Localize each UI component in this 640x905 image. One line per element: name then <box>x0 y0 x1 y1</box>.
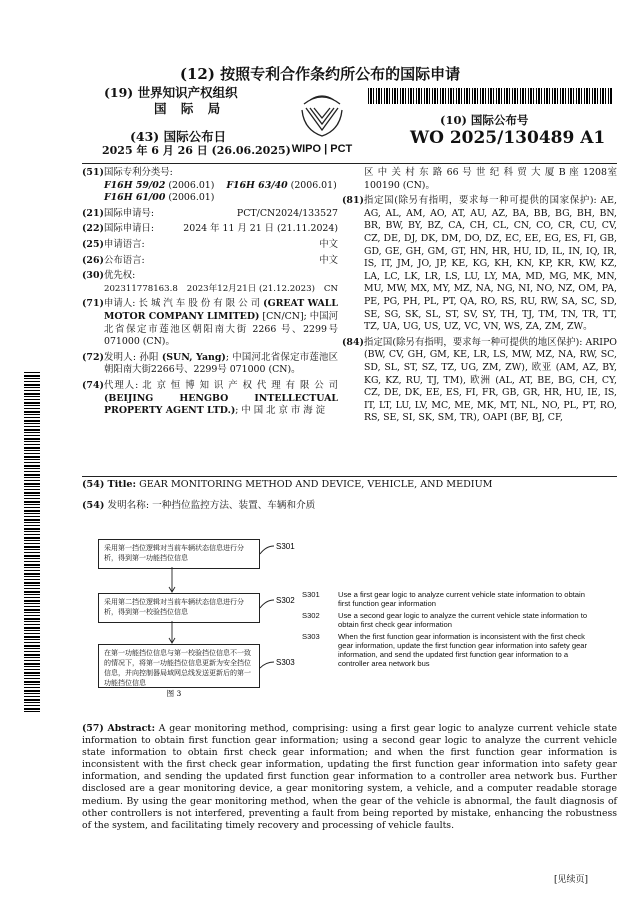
legend-item: S302 Use a second gear logic to analyze the current vehicle state information to obtain first check gear information <box>302 611 588 629</box>
flowchart-connectors <box>90 530 310 710</box>
step-tag-s301: S301 <box>276 542 295 551</box>
bibliographic-left <box>82 167 338 421</box>
bibliographic-right <box>342 167 617 428</box>
pub-number-label: (10) 国际公布号 <box>440 113 529 127</box>
field-72-inventor: (72) 发明人: 孙阳 (SUN, Yang); 中国河北省保定市莲池区朝阳南大街2266号、2299号 071000 (CN)。 <box>82 351 339 376</box>
titles-divider <box>82 476 617 477</box>
field-81-designated-states: (81) 指定国(除另有指明，要求每一种可提供的国家保护): AE, AG, AL, AM, AO, AT, AU, AZ, BA, BB, BG, BH, BN, BR, BW, BY, BZ, CA, CH, CL, CN, CO, CR, CU, CV, CZ, DE, DJ, DK, DM, DO, DZ, EC, EE, EG, ES, FI, GB, GD, GE, GH, GM, GT, HN, HR, HU, ID, IL, IN, IQ, IR, IS, IT, JM, JO, JP, KE, KG, KH, KN, KP, KR, KW, KZ, LA, LC, LK, LR, LS, LU, LY, MA, MD, MG, MK, MN, MU, MW, MX, MY, MZ, NA, NG, NI, NO, NZ, OM, PA, PE, PG, PH, PL, PT, QA, RO, RS, RU, RW, SA, SC, SD, SE, SG, SK, SL, ST, SV, SY, TH, TJ, TM, TN, TR, TT, TZ, UA, UG, US, UZ, VC, VN, WS, ZA, ZM, ZW。 <box>342 195 617 333</box>
flow-box-s303: 在第一功能挡位信息与第一校验挡位信息不一致的情况下，将第一功能挡位信息更新为安全挡位信息，并向控制器局域网总线发送更新后的第一功能挡位信息 <box>98 644 260 688</box>
office-line-2: 国 际 局 <box>154 101 226 116</box>
title-en: (54) Title: GEAR MONITORING METHOD AND DEVICE, VEHICLE, AND MEDIUM <box>82 479 493 490</box>
logo-text: WIPO | PCT <box>291 143 353 155</box>
side-barcode <box>24 372 40 712</box>
field-25: (25) 申请语言: 中文 <box>82 238 338 250</box>
field-84-regional-states: (84) 指定国(除另有指明，要求每一种可提供的地区保护): ARIPO (BW, CV, GH, GM, KE, LR, LS, MW, MZ, NA, RW, SC, SD, SL, ST, SZ, TZ, UG, ZM, ZW), 欧亚 (AM, AZ, BY, KG, KZ, RU, TJ, TM), 欧洲 (AL, AT, BE, BG, CH, CY, CZ, DE, DK, EE, ES, FI, FR, GB, GR, HR, HU, IE, IS, IT, LT, LU, LV, MC, ME, MK, MT, NL, NO, PL, PT, RO, RS, SE, SI, SK, SM, TR), OAPI (BF, BJ, CF, <box>342 336 617 424</box>
field-30: (30) 优先权: 202311778163.8 2023年12月21日 (21.12.2023) CN <box>82 270 338 294</box>
field-26: (26) 公布语言: 中文 <box>82 254 338 266</box>
legend-item: S303 When the first function gear information is inconsistent with the first check gear information, update the first function gear information into safety gear information, and send the updated first function gear information to a controller area network bus <box>302 632 588 668</box>
pub-date-label: (43) 国际公布日 <box>130 129 227 144</box>
barcode <box>368 88 612 104</box>
header-divider <box>82 163 617 164</box>
legend-item: S301 Use a first gear logic to analyze current vehicle state information to obtain first function gear information <box>302 590 585 608</box>
pub-date: 2025 年 6 月 26 日 (26.06.2025) <box>102 144 291 157</box>
figure-caption: 图 3 <box>166 689 182 698</box>
flow-box-s302: 采用第二挡位逻辑对当前车辆状态信息进行分析，得到第一校验挡位信息 <box>98 593 260 623</box>
agent-address-continued: 区 中 关 村 东 路 66 号 世 纪 科 贸 大 厦 B 座 1208室 100190 (CN)。 <box>364 167 617 191</box>
abstract: (57) Abstract: A gear monitoring method, comprising: using a first gear logic to analyze current vehicle state information to obtain first function gear information; using a second gear logic to analyze the current vehicle state information to obtain first check gear information; and when the first function gear information is inconsistent with the first check gear information, updating the first function gear information into safety gear information, and sending the updated first function gear information to a controller area network bus. Further disclosed are a gear monitoring device, a gear monitoring system, a vehicle, and a computer readable storage medium. By using the gear monitoring method, when the gear of the vehicle is abnormal, the fault diagnosis of other controllers is not interfered, preventing a fault from being reported by mistake, enhancing the robustness of the system, and facilitating timely recovery and processing of vehicle faults. <box>82 723 617 831</box>
continued-note: [见续页] <box>554 875 589 885</box>
step-tag-s302: S302 <box>276 596 295 605</box>
field-71-applicant: (71) 申请人: 长 城 汽 车 股 份 有 限 公 司 (GREAT WALL MOTOR COMPANY LIMITED) [CN/CN]; 中国河北省保定市莲池区朝阳南大街 2266 号、2299号 071000 (CN)。 <box>82 298 338 348</box>
wipo-logo <box>274 90 370 156</box>
title-cn: (54) 发明名称: 一种挡位监控方法、装置、车辆和介质 <box>82 500 316 511</box>
field-22: (22) 国际申请日: 2024 年 11 月 21 日 (21.11.2024) <box>82 223 338 235</box>
field-21: (21) 国际申请号: PCT/CN2024/133527 <box>82 207 338 219</box>
figure-legend <box>302 590 592 668</box>
office-name <box>104 85 238 117</box>
field-74-agent: (74) 代理人: 北 京 恒 博 知 识 产 权 代 理 有 限 公 司 (BEIJING HENGBO INTELLECTUAL PROPERTY AGENT LTD.); 中 国 北 京 市 海 淀 <box>82 379 338 417</box>
step-tag-s303: S303 <box>276 658 295 667</box>
office-line-1: (19) 世界知识产权组织 <box>104 85 238 100</box>
pub-number: WO 2025/130489 A1 <box>410 128 606 148</box>
document-type-title: (12) 按照专利合作条约所公布的国际申请 <box>179 65 461 83</box>
flow-box-s301: 采用第一挡位逻辑对当前车辆状态信息进行分析，得到第一功能挡位信息 <box>98 539 260 569</box>
field-51: (51) 国际专利分类号: F16H 59/02 (2006.01) F16H 63/40 (2006.01) F16H 61/00 (2006.01) <box>82 167 337 204</box>
